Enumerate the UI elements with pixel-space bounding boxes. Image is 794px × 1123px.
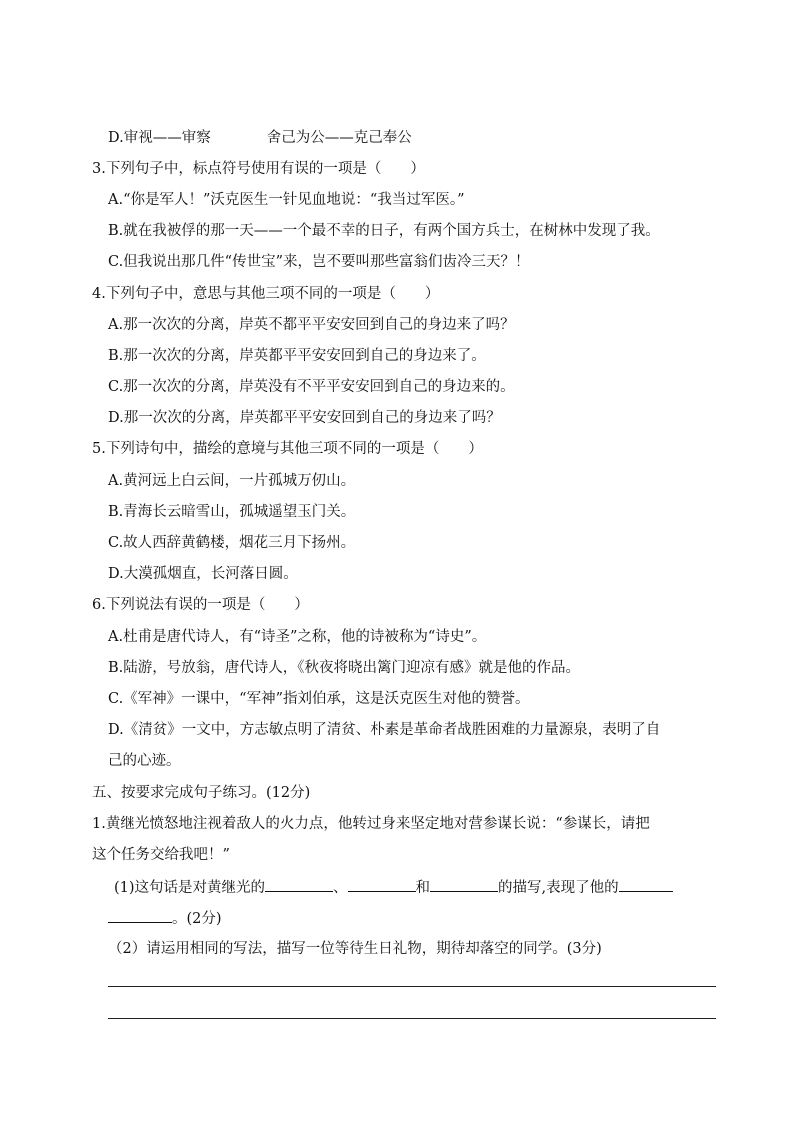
question-6-option-c: C.《军神》一课中，“军神”指刘伯承，这是沃克医生对他的赞誉。 [108, 691, 530, 707]
question-6-option-b: B.陆游，号放翁，唐代诗人，《秋夜将晓出篱门迎凉有感》就是他的作品。 [108, 660, 581, 676]
question-5-option-a: A.黄河远上白云间，一片孤城万仞山。 [108, 473, 356, 489]
question-5-option-d: D.大漠孤烟直，长河落日圆。 [108, 566, 298, 582]
answer-line-2[interactable] [108, 1018, 716, 1019]
question-3-option-a: A.“你是军人！”沃克医生一针见血地说：“我当过军医。” [108, 192, 465, 208]
question-3-option-c: C.但我说出那几件“传世宝”来，岂不要叫那些富翁们齿冷三天？！ [108, 254, 530, 270]
question-6-option-a: A.杜甫是唐代诗人，有“诗圣”之称，他的诗被称为“诗史”。 [108, 629, 487, 645]
question-6: 6.下列说法有误的一项是（ ） [92, 597, 309, 613]
section-5-question-1-line1: 1.黄继光愤怒地注视着敌人的火力点，他转过身来坚定地对营参谋长说：“参谋长，请把 [92, 816, 650, 832]
answer-blank-3[interactable] [430, 876, 498, 892]
question-4: 4.下列句子中，意思与其他三项不同的一项是（ ） [92, 286, 440, 302]
question-4-option-c: C.那一次次的分离，岸英没有不平平安安回到自己的身边来的。 [108, 379, 515, 395]
section-5-heading: 五、按要求完成句子练习。(12分) [92, 785, 311, 801]
answer-line-1[interactable] [108, 986, 716, 987]
question-4-option-d: D.那一次次的分离，岸英都平平安安回到自己的身边来了吗？ [108, 410, 501, 426]
question-5: 5.下列诗句中，描绘的意境与其他三项不同的一项是（ ） [92, 441, 483, 457]
question-5-option-c: C.故人西辞黄鹤楼，烟花三月下扬州。 [108, 535, 356, 551]
question-3-option-b: B.就在我被俘的那一天——一个最不幸的日子，有两个国方兵士，在树林中发现了我。 [108, 223, 660, 239]
sub-question-2: （2）请运用相同的写法，描写一位等待生日礼物，期待却落空的同学。(3分) [108, 941, 602, 957]
answer-blank-4a[interactable] [619, 876, 673, 892]
question-6-option-d-line2: 己的心迹。 [108, 753, 181, 769]
question-3: 3.下列句子中，标点符号使用有误的一项是（ ） [92, 161, 425, 177]
question-5-option-b: B.青海长云暗雪山，孤城遥望玉门关。 [108, 504, 356, 520]
sub-question-1: (1)这句话是对黄继光的 、 和 的描写,表现了他的 [114, 876, 673, 898]
question-4-option-b: B.那一次次的分离，岸英都平平安安回到自己的身边来了。 [108, 348, 486, 364]
question-6-option-d-line1: D.《清贫》一文中，方志敏点明了清贫、朴素是革命者战胜困难的力量源泉，表明了自 [108, 722, 661, 738]
question-4-option-a: A.那一次次的分离，岸英不都平平安安回到自己的身边来了吗？ [108, 317, 515, 333]
option-d-synonyms: D.审视——审察 舍己为公——克己奉公 [108, 130, 412, 146]
sub-question-1-continued: 。(2分) [108, 907, 222, 929]
answer-blank-2[interactable] [348, 876, 416, 892]
answer-blank-1[interactable] [265, 876, 333, 892]
section-5-question-1-line2: 这个任务交给我吧！” [92, 847, 230, 863]
answer-blank-4b[interactable] [108, 907, 172, 923]
